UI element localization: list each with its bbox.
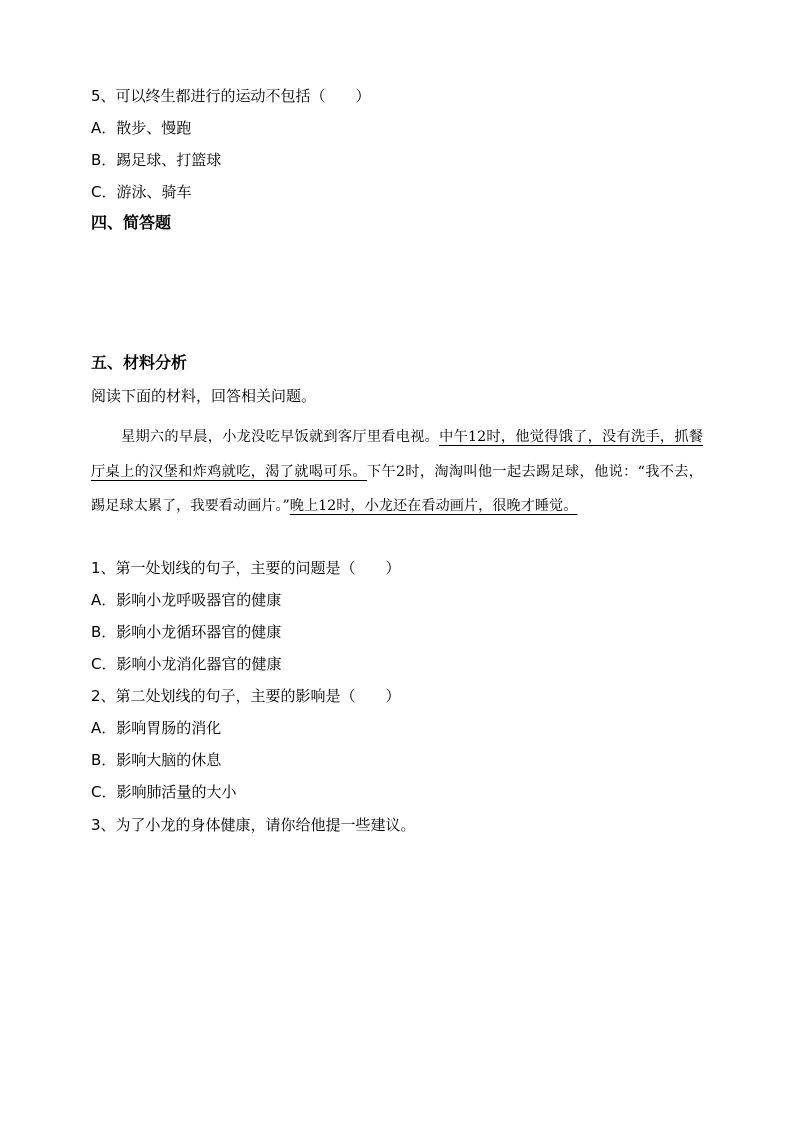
sub-question-1-option-c: C．影响小龙消化器官的健康 bbox=[91, 655, 282, 673]
sub-question-2-option-c: C．影响肺活量的大小 bbox=[91, 783, 237, 801]
sub-question-3-stem: 3、为了小龙的身体健康，请你给他提一些建议。 bbox=[91, 816, 416, 834]
passage-sentence-1: 星期六的早晨，小龙没吃早饭就到客厅里看电视。 bbox=[121, 429, 440, 445]
sub-question-1-option-b: B．影响小龙循环器官的健康 bbox=[91, 623, 282, 641]
passage-underlined-1: 中午12时，他觉得饿了，没有洗手，抓餐厅桌上的汉堡和炸鸡就吃，渴了就喝可乐。 bbox=[91, 429, 703, 480]
material-passage bbox=[91, 420, 703, 524]
sub-question-2-option-b: B．影响大脑的休息 bbox=[91, 751, 222, 769]
question-5-stem: 5、可以终生都进行的运动不包括（ ） bbox=[91, 87, 371, 105]
question-5-option-c: C．游泳、骑车 bbox=[91, 183, 192, 201]
sub-question-1-stem: 1、第一处划线的句子，主要的问题是（ ） bbox=[91, 559, 401, 577]
sub-question-2-stem: 2、第二处划线的句子，主要的影响是（ ） bbox=[91, 687, 401, 705]
section-4-heading: 四、简答题 bbox=[91, 213, 172, 232]
question-5-option-b: B．踢足球、打篮球 bbox=[91, 151, 222, 169]
passage-sentence-3: 下午2时，淘淘叫他一起去踢足球，他说：“我不去，踢足球太累了，我要看动画片。” bbox=[91, 463, 703, 514]
section-5-instruction: 阅读下面的材料，回答相关问题。 bbox=[91, 387, 317, 405]
question-5-option-a: A．散步、慢跑 bbox=[91, 119, 192, 137]
section-5-heading: 五、材料分析 bbox=[91, 353, 188, 372]
sub-question-2-option-a: A．影响胃肠的消化 bbox=[91, 719, 222, 737]
sub-question-1-option-a: A．影响小龙呼吸器官的健康 bbox=[91, 591, 282, 609]
passage-underlined-2: 晚上12时，小龙还在看动画片，很晚才睡觉。 bbox=[289, 498, 578, 514]
